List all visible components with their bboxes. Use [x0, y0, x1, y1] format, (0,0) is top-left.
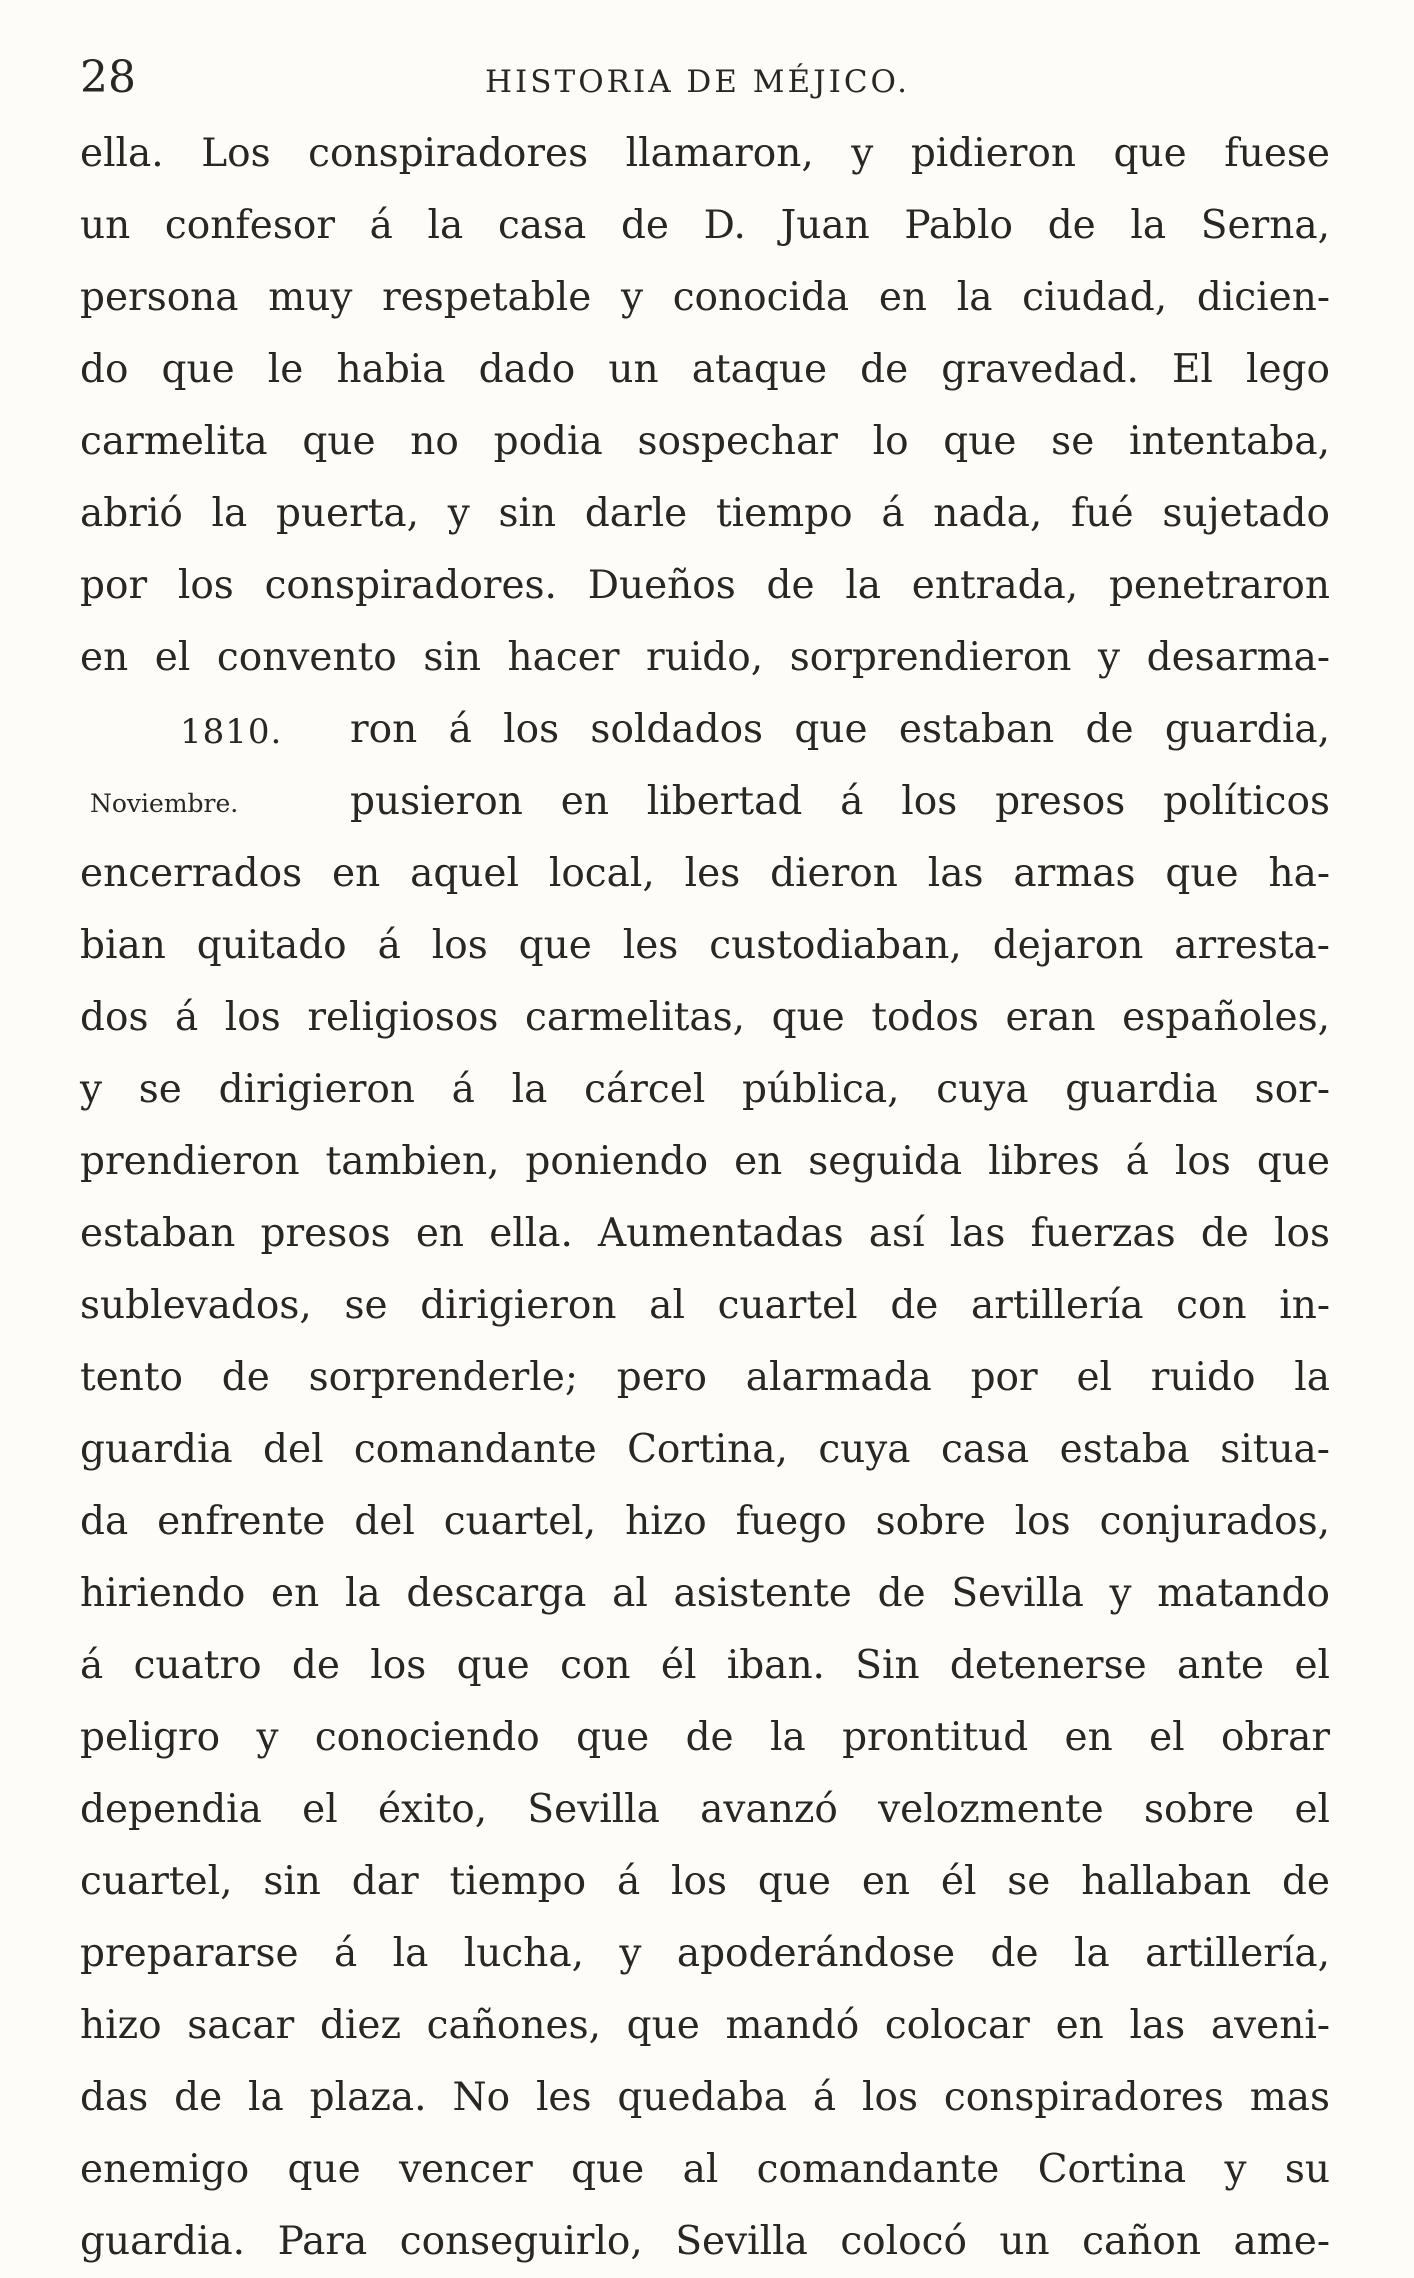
text-line: guardia. Para conseguirlo, Sevilla colocó un cañon ame- [80, 2219, 1330, 2264]
text-line: abrió la puerta, y sin darle tiempo á nada, fué sujetado [80, 491, 1330, 536]
text-line: á cuatro de los que con él iban. Sin detenerse ante el [80, 1643, 1330, 1688]
text-line: un confesor á la casa de D. Juan Pablo de la Serna, [80, 203, 1330, 248]
text-line: das de la plaza. No les quedaba á los conspiradores mas [80, 2075, 1330, 2120]
text-line: encerrados en aquel local, les dieron las armas que ha- [80, 851, 1330, 896]
text-line: persona muy respetable y conocida en la ciudad, dicien- [80, 275, 1330, 320]
text-line: dependia el éxito, Sevilla avanzó velozmente sobre el [80, 1787, 1330, 1832]
text-line: y se dirigieron á la cárcel pública, cuya guardia sor- [80, 1067, 1330, 1112]
text-line: hiriendo en la descarga al asistente de Sevilla y matando [80, 1571, 1330, 1616]
text-line: estaban presos en ella. Aumentadas así las fuerzas de los [80, 1211, 1330, 1256]
margin-note-month: Noviembre. [90, 789, 239, 818]
text-line: ella. Los conspiradores llamaron, y pidieron que fuese [80, 131, 1330, 176]
body-text [80, 118, 1330, 2278]
running-head: HISTORIA DE MÉJICO. [485, 64, 910, 100]
text-line: da enfrente del cuartel, hizo fuego sobre los conjurados, [80, 1499, 1330, 1544]
text-line: carmelita que no podia sospechar lo que se intentaba, [80, 419, 1330, 464]
text-line: por los conspiradores. Dueños de la entrada, penetraron [80, 563, 1330, 608]
text-line: sublevados, se dirigieron al cuartel de artillería con in- [80, 1283, 1330, 1328]
text-line: dos á los religiosos carmelitas, que todos eran españoles, [80, 995, 1330, 1040]
margin-note-year: 1810. [180, 712, 283, 752]
text-line: guardia del comandante Cortina, cuya casa estaba situa- [80, 1427, 1330, 1472]
text-line: prepararse á la lucha, y apoderándose de la artillería, [80, 1931, 1330, 1976]
text-line-with-margin-month: Noviembre. pusieron en libertad á los presos políticos [80, 766, 1330, 838]
text-line: cuartel, sin dar tiempo á los que en él se hallaban de [80, 1859, 1330, 1904]
text-line: prendieron tambien, poniendo en seguida libres á los que [80, 1139, 1330, 1184]
text-line: peligro y conociendo que de la prontitud en el obrar [80, 1715, 1330, 1760]
page-number: 28 [80, 52, 136, 103]
text-line: do que le habia dado un ataque de gravedad. El lego [80, 347, 1330, 392]
page-header [80, 48, 1330, 108]
text-line: hizo sacar diez cañones, que mandó colocar en las aveni- [80, 2003, 1330, 2048]
text-line: enemigo que vencer que al comandante Cortina y su [80, 2147, 1330, 2192]
text-line: en el convento sin hacer ruido, sorprendieron y desarma- [80, 635, 1330, 680]
text-line: bian quitado á los que les custodiaban, dejaron arresta- [80, 923, 1330, 968]
text-line: tento de sorprenderle; pero alarmada por el ruido la [80, 1355, 1330, 1400]
text-line-with-margin-year: 1810. ron á los soldados que estaban de guardia, [80, 694, 1330, 766]
